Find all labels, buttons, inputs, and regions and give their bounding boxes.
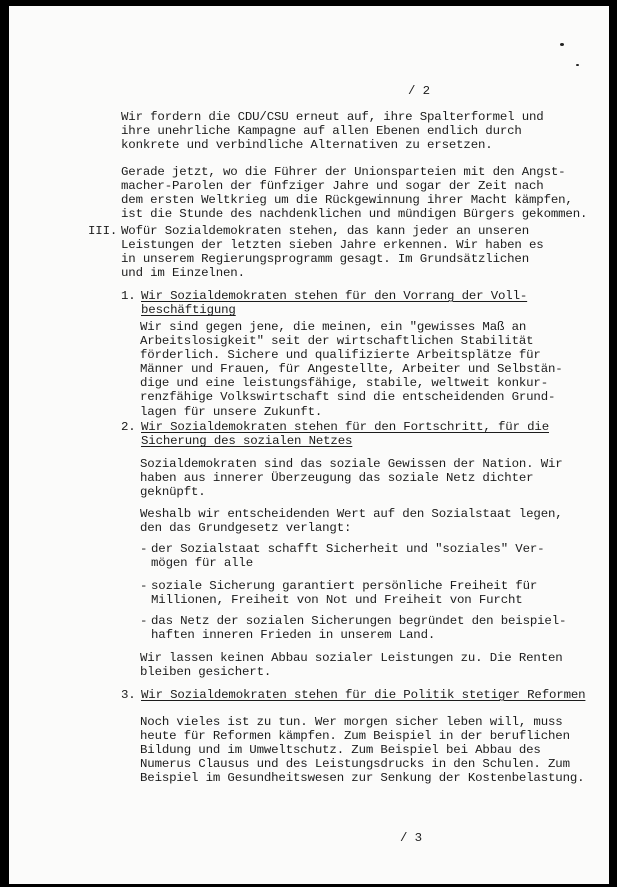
text-line: Sicherung des sozialen Netzes — [141, 434, 353, 449]
item-3-number: 3. — [121, 688, 136, 702]
text-line: konkrete und verbindliche Alternativen zu ersetzen. — [121, 138, 493, 153]
item-2-heading — [141, 420, 549, 448]
intro-paragraph-1 — [121, 110, 544, 152]
text-line: Wir lassen keinen Abbau sozialer Leistungen zu. Die Renten — [140, 651, 563, 665]
item-1-heading — [141, 289, 527, 317]
text-line: ihre unehrliche Kampagne auf allen Ebenen endlich durch — [121, 124, 522, 139]
page-number-top: / 2 — [408, 84, 430, 98]
text-line: der Sozialstaat schafft Sicherheit und "soziales" Ver- — [151, 542, 545, 556]
bullet-dash: - — [140, 579, 148, 593]
item-1-number: 1. — [121, 289, 136, 303]
text-line: Wir fordern die CDU/CSU erneut auf, ihre Spalterformel und — [121, 110, 544, 124]
section-iii-text — [121, 224, 544, 280]
text-line: soziale Sicherung garantiert persönliche Freiheit für — [151, 579, 538, 593]
text-line: Bildung und im Umweltschutz. Zum Beispiel bei Abbau des — [140, 743, 541, 758]
text-line: Gerade jetzt, wo die Führer der Unionsparteien mit den Angst- — [121, 165, 566, 179]
text-line: Männer und Frauen, für Angestellte, Arbeiter und Selbstän- — [140, 362, 563, 377]
document-page — [9, 6, 609, 884]
text-line: dige und eine leistungsfähige, stabile, weltweit konkur- — [140, 376, 548, 391]
text-line: lagen für unsere Zukunft. — [140, 404, 323, 419]
bullet-item — [151, 542, 544, 570]
section-numeral: III. — [88, 224, 118, 238]
item-2-paragraph-3 — [140, 651, 563, 679]
text-line: Numerus Clausus und des Leistungsdrucks in den Schulen. Zum — [140, 757, 570, 772]
item-2-paragraph-1 — [140, 457, 563, 499]
text-line: förderlich. Sichere und qualifizierte Arbeitsplätze für — [140, 348, 541, 363]
text-line: Leistungen der letzten sieben Jahre erkennen. Wir haben es — [121, 238, 544, 253]
text-line: Wir sind gegen jene, die meinen, ein "gewisses Maß an — [140, 320, 527, 334]
scan-speck — [576, 64, 579, 66]
text-line: beschäftigung — [141, 303, 236, 318]
text-line: heute für Reformen kämpfen. Zum Beispiel in der beruflichen — [140, 729, 570, 744]
text-line: Sozialdemokraten sind das soziale Gewissen der Nation. Wir — [140, 457, 563, 471]
intro-paragraph-2 — [121, 165, 587, 221]
item-3-body — [140, 715, 584, 785]
item-2-paragraph-2 — [140, 507, 563, 535]
text-line: Weshalb wir entscheidenden Wert auf den Sozialstaat legen, — [140, 507, 563, 521]
bullet-item — [151, 614, 566, 642]
text-line: Wir Sozialdemokraten stehen für den Vorrang der Voll- — [141, 289, 528, 303]
text-line: Wofür Sozialdemokraten stehen, das kann jeder an unseren — [121, 224, 529, 238]
bullet-dash: - — [140, 542, 148, 556]
page-number-bottom: / 3 — [400, 831, 422, 845]
item-2-number: 2. — [121, 420, 136, 434]
text-line: renzfähige Volkswirtschaft sind die entscheidenden Grund- — [140, 390, 556, 405]
text-line: Noch vieles ist zu tun. Wer morgen sicher leben will, muss — [140, 715, 563, 729]
text-line: Arbeitslosigkeit" seit der wirtschaftlichen Stabilität — [140, 334, 534, 349]
text-line: Beispiel im Gesundheitswesen zur Senkung der Kostenbelastung. — [140, 771, 585, 786]
text-line: haften inneren Frieden in unserem Land. — [151, 628, 436, 643]
bullet-item — [151, 579, 537, 607]
text-line: mögen für alle — [151, 556, 253, 571]
text-line: Wir Sozialdemokraten stehen für den Fortschritt, für die — [141, 420, 549, 434]
bullet-dash: - — [140, 614, 148, 628]
text-line: das Netz der sozialen Sicherungen begründet den beispiel- — [151, 614, 567, 628]
text-line: in unserem Regierungsprogramm gesagt. Im Grundsätzlichen — [121, 252, 529, 267]
text-line: Wir Sozialdemokraten stehen für die Politik stetiger Reformen — [141, 688, 586, 702]
text-line: bleiben gesichert. — [140, 665, 272, 680]
item-1-body — [140, 320, 563, 419]
text-line: haben aus innerer Überzeugung das soziale Netz dichter — [140, 471, 534, 486]
text-line: ist die Stunde des nachdenklichen und mündigen Bürgers gekommen. — [121, 207, 588, 222]
scan-speck — [560, 43, 564, 46]
text-line: und im Einzelnen. — [121, 266, 245, 281]
text-line: macher-Parolen der fünfziger Jahre und sogar der Zeit nach — [121, 179, 544, 194]
text-line: dem ersten Weltkrieg um die Rückgewinnung ihrer Macht kämpfen, — [121, 193, 573, 208]
item-3-heading — [141, 688, 585, 702]
text-line: geknüpft. — [140, 485, 206, 500]
text-line: Millionen, Freiheit von Not und Freiheit von Furcht — [151, 593, 523, 608]
text-line: den das Grundgesetz verlangt: — [140, 521, 352, 536]
